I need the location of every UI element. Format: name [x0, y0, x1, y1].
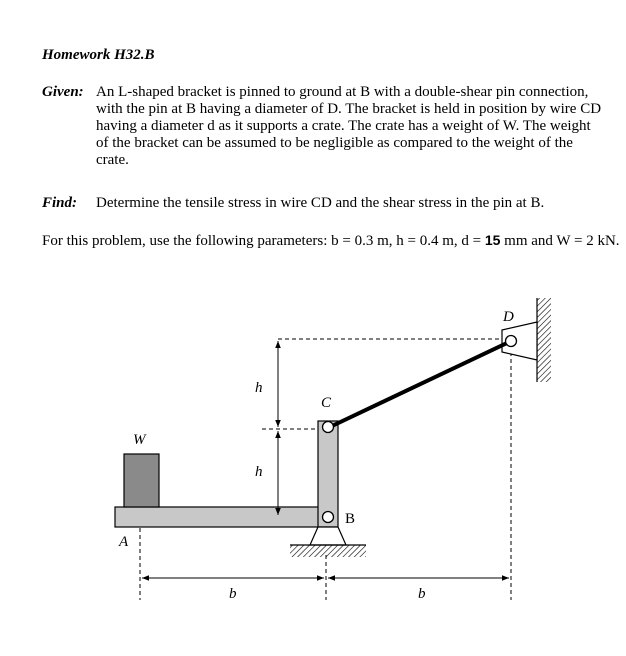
ground-hatch: [290, 545, 366, 557]
label-c: C: [321, 395, 332, 411]
label-d: D: [503, 309, 514, 325]
find-label: Find:: [42, 195, 78, 211]
pin-support-b: [310, 527, 346, 545]
find-text: Determine the tensile stress in wire CD and the shear stress in the pin at B.: [96, 195, 545, 211]
pin-c: [323, 422, 334, 433]
wall-hatch: [537, 298, 551, 382]
bracket-horizontal-arm: [115, 507, 335, 527]
label-a: A: [119, 534, 129, 550]
given-label: Given:: [42, 84, 84, 100]
pin-b: [323, 512, 334, 523]
given-text: An L-shaped bracket is pinned to ground at B with a double-shear pin connection, with the pin at B having a diameter of D. The bracket is held in position by wire CD having a diameter d as it supports a crate. The crate has a weight of W. The weight of the bracket can be assumed to be negligible as compared to the weight of the crate.: [96, 84, 602, 168]
label-w: W: [133, 432, 146, 448]
pin-d: [506, 336, 517, 347]
homework-title: Homework H32.B: [42, 47, 155, 63]
wire-cd: [332, 342, 509, 426]
parameters-lead: For this problem, use the following parameters: b = 0.3 m, h = 0.4 m, d =: [42, 233, 482, 249]
crate: [124, 454, 159, 507]
label-b-pin: B: [345, 511, 356, 527]
label-h-bottom: h: [255, 464, 263, 480]
parameter-d-value: 15: [484, 232, 501, 248]
label-h-top: h: [255, 380, 263, 396]
label-b-left: b: [229, 586, 237, 602]
parameters-tail: mm and W = 2 kN.: [504, 233, 620, 249]
label-b-right: b: [418, 586, 426, 602]
